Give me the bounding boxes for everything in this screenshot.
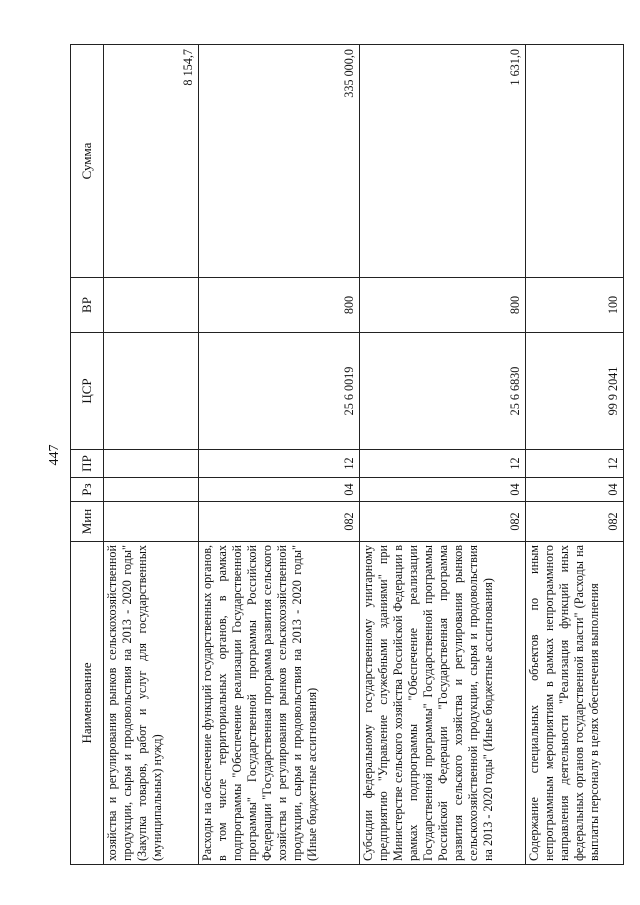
budget-table — [70, 44, 624, 865]
row-name: хозяйства и регулирования рынков сельскохозяйственной продукции, сырья и продовольствия на 2013 - 2020 годы" (Закупка товаров, работ и услуг для государственных (муниципальных) нужд) — [104, 542, 199, 865]
header-min: Мин — [71, 502, 104, 542]
row-rz: 04 — [526, 478, 624, 502]
table-row — [526, 45, 624, 865]
table-row — [199, 45, 360, 865]
row-csr: 25 6 6830 — [360, 333, 526, 450]
page-number: 447 — [47, 444, 62, 466]
header-pr: ПР — [71, 450, 104, 478]
header-sum: Сумма — [71, 45, 104, 278]
row-vr: 800 — [360, 278, 526, 333]
row-sum: 8 154,7 — [104, 45, 199, 278]
row-sum: 1 631,0 — [360, 45, 526, 278]
row-vr: 100 — [526, 278, 624, 333]
row-pr: 12 — [199, 450, 360, 478]
row-sum: 335 000,0 — [199, 45, 360, 278]
row-min: 082 — [199, 502, 360, 542]
row-min: 082 — [526, 502, 624, 542]
row-csr — [104, 333, 199, 450]
row-vr — [104, 278, 199, 333]
row-name: Субсидии федеральному государственному унитарному предприятию "Управление служебными зданиями" при Министерстве сельского хозяйства Российской Федерации в рамках подпрограммы "Обеспечение реализации Государственной программы" Государственной программы Российской Федерации "Государственная программа развития сельского хозяйства и регулирования рынков сельскохозяйственной продукции, сырья и продовольствия на 2013 - 2020 годы" (Иные бюджетные ассигнования) — [360, 542, 526, 865]
row-min: 082 — [360, 502, 526, 542]
header-vr: ВР — [71, 278, 104, 333]
row-pr — [104, 450, 199, 478]
table-row — [104, 45, 199, 865]
header-name: Наименование — [71, 542, 104, 865]
row-min — [104, 502, 199, 542]
row-csr: 25 6 0019 — [199, 333, 360, 450]
row-name: Расходы на обеспечение функций государственных органов, в том числе территориальных органов, в рамках подпрограммы "Обеспечение реализации Государственной программы" Государственной программы Российской Федерации "Государственная программа развития сельского хозяйства и регулирования рынков сельскохозяйственной продукции, сырья и продовольствия на 2013 - 2020 годы" (Иные бюджетные ассигнования) — [199, 542, 360, 865]
row-csr: 99 9 2041 — [526, 333, 624, 450]
table-header-row — [71, 45, 104, 865]
rotated-page — [70, 45, 620, 865]
header-rz: Рз — [71, 478, 104, 502]
row-rz: 04 — [199, 478, 360, 502]
row-sum — [526, 45, 624, 278]
row-pr: 12 — [360, 450, 526, 478]
row-vr: 800 — [199, 278, 360, 333]
table-row — [360, 45, 526, 865]
header-csr: ЦСР — [71, 333, 104, 450]
row-name: Содержание специальных объектов по иным непрограммным мероприятиям в рамках непрограммного направления деятельности "Реализация функций иных федеральных органов государственной власти" (Расходы на выплаты персоналу в целях обеспечения выполнения — [526, 542, 624, 865]
row-pr: 12 — [526, 450, 624, 478]
row-rz — [104, 478, 199, 502]
row-rz: 04 — [360, 478, 526, 502]
